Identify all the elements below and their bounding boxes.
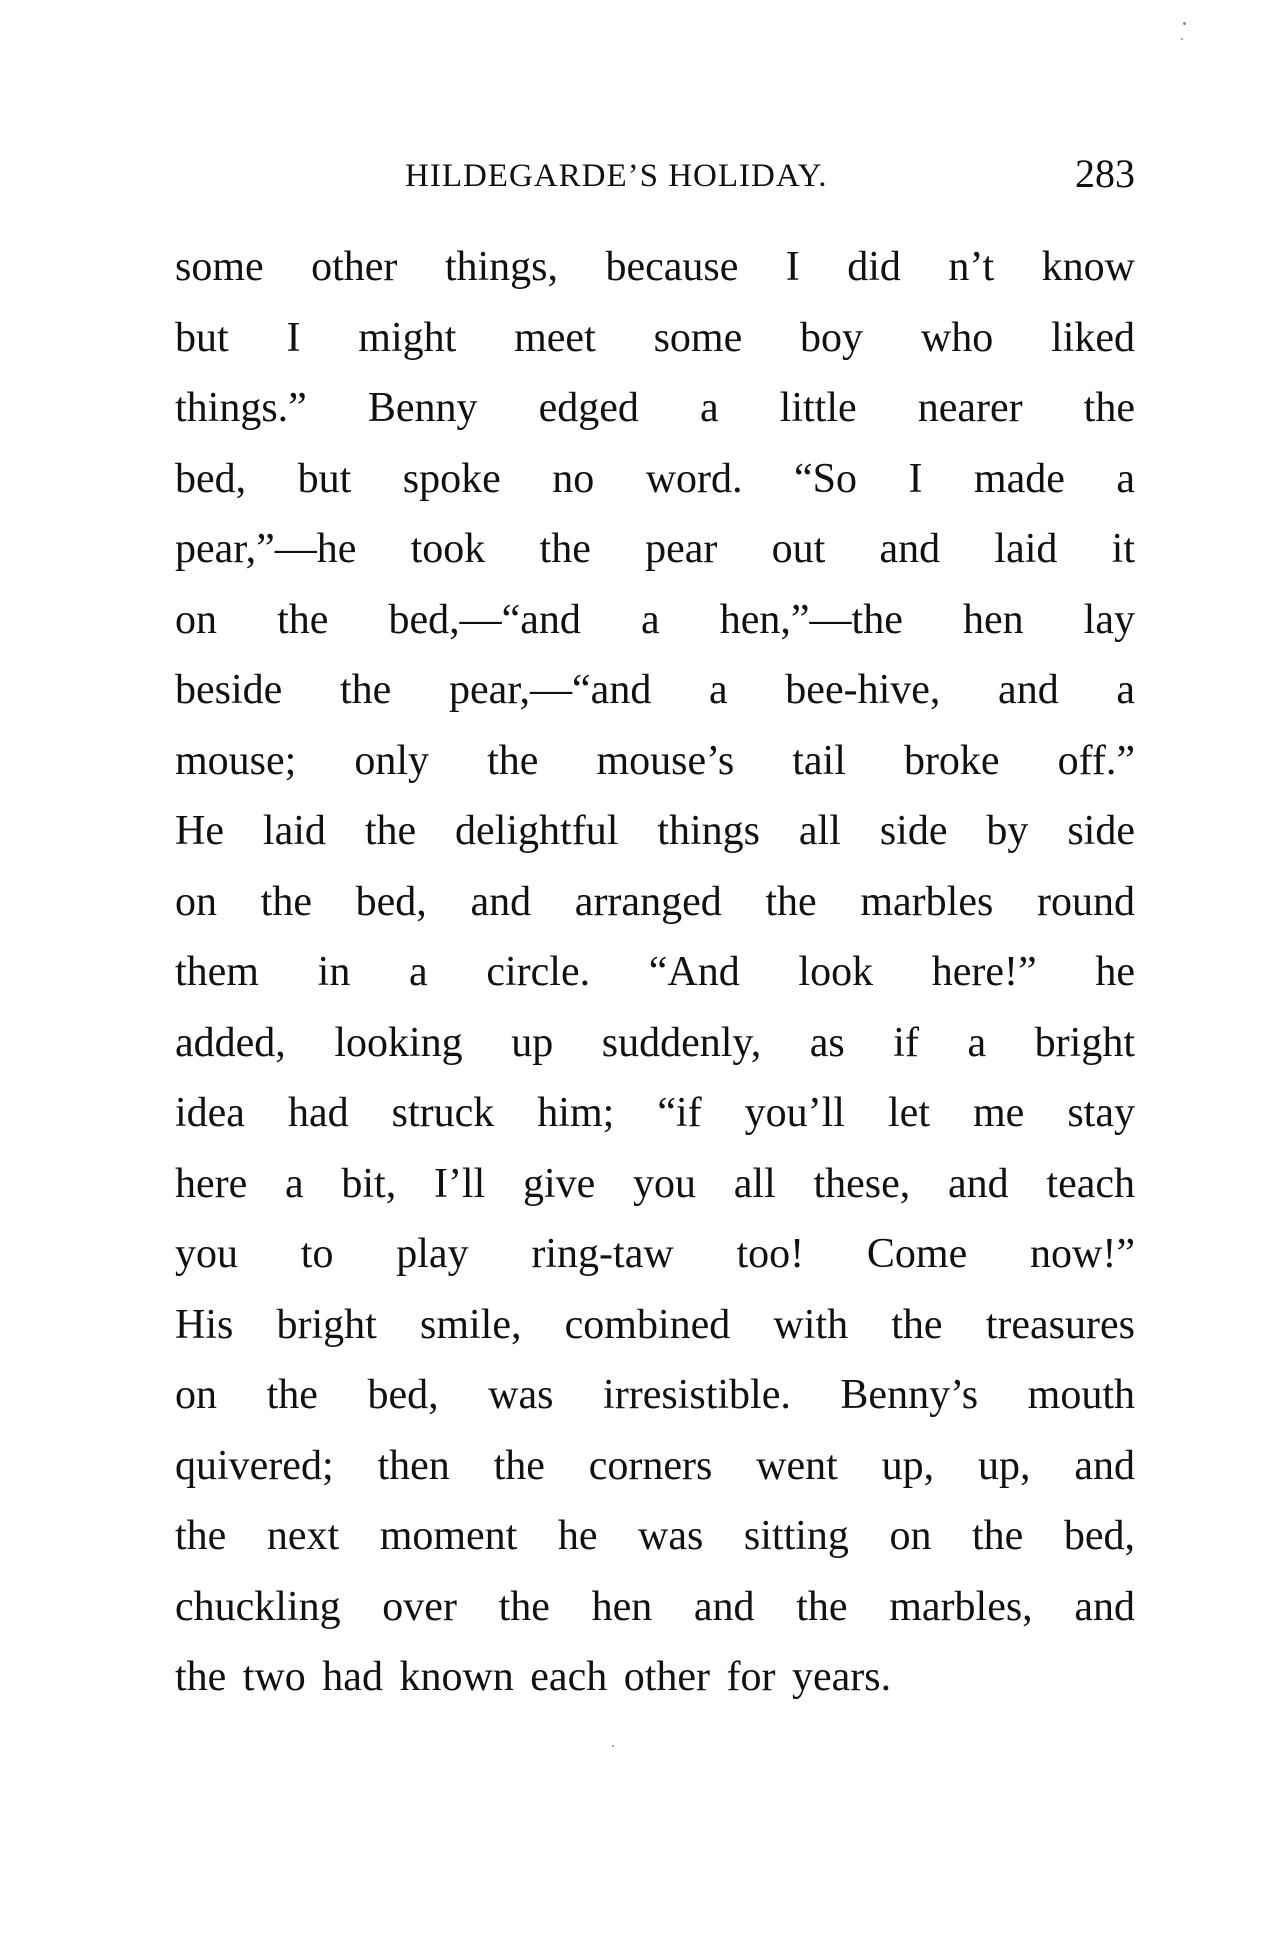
text-line: some other things, because I did n’t know	[175, 244, 1135, 290]
text-line: on the bed,—“and a hen,”—the hen lay	[175, 596, 1135, 643]
paper-speck	[612, 1745, 614, 1747]
body-text	[175, 232, 1135, 1713]
text-line: on the bed, was irresistible. Benny’s mouth	[175, 1372, 1135, 1418]
text-line: quivered; then the corners went up, up, and	[175, 1442, 1135, 1489]
text-line: He laid the delightful things all side by side	[175, 808, 1135, 854]
page-number: 283	[1075, 151, 1135, 196]
text-line: idea had struck him; “if you’ll let me stay	[175, 1090, 1135, 1136]
text-line: the next moment he was sitting on the bed,	[175, 1513, 1135, 1559]
text-line: added, looking up suddenly, as if a bright	[175, 1019, 1135, 1066]
text-line: things.” Benny edged a little nearer the	[175, 385, 1135, 431]
text-line: bed, but spoke no word. “So I made a	[175, 455, 1135, 502]
text-line: them in a circle. “And look here!” he	[175, 949, 1135, 995]
paper-speck	[1183, 22, 1186, 25]
text-line: mouse; only the mouse’s tail broke off.”	[175, 737, 1135, 784]
text-line: on the bed, and arranged the marbles round	[175, 878, 1135, 925]
text-line: here a bit, I’ll give you all these, and teach	[175, 1160, 1135, 1207]
text-line: pear,”—he took the pear out and laid it	[175, 526, 1135, 572]
paper-speck	[1181, 38, 1183, 40]
text-line: the two had known each other for years.	[175, 1654, 892, 1700]
text-line: chuckling over the hen and the marbles, and	[175, 1583, 1135, 1630]
running-head	[175, 150, 1135, 200]
text-line: but I might meet some boy who liked	[175, 314, 1135, 361]
text-line: beside the pear,—“and a bee-hive, and a	[175, 667, 1135, 713]
text-line: His bright smile, combined with the treasures	[175, 1301, 1135, 1348]
text-line: you to play ring-taw too! Come now!”	[175, 1231, 1135, 1277]
running-title: HILDEGARDE’S HOLIDAY.	[405, 158, 828, 194]
